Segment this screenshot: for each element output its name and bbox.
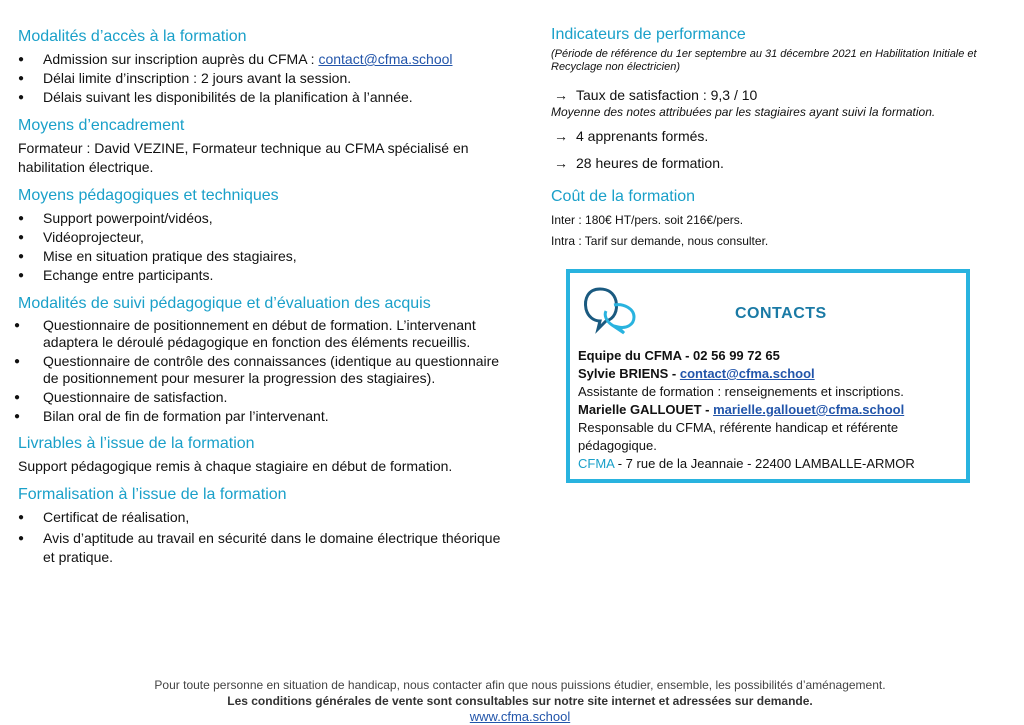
list-item: ● Questionnaire de contrôle des connaissances (identique au questionnaire de positionnement pour mesurer la progression des stagiaires). — [18, 353, 508, 387]
list-item: ● Mise en situation pratique des stagiaires, — [18, 247, 508, 266]
section-title: Moyens pédagogiques et techniques — [18, 187, 279, 204]
satisfaction-note: Moyenne des notes attribuées par les stagiaires ayant suivi la formation. — [551, 105, 936, 119]
contact-line: CFMA - 7 rue de la Jeannaie - 22400 LAMBALLE-ARMOR — [578, 456, 915, 471]
footer-handicap: Pour toute personne en situation de handicap, nous contacter afin que nous puissions étudier, ensemble, les possibilités d’aménagement. — [154, 678, 886, 692]
list-item: ● Admission sur inscription auprès du CFMA : contact@cfma.school — [18, 50, 508, 69]
contact-line: Sylvie BRIENS - contact@cfma.school — [578, 366, 815, 381]
section-title: Livrables à l’issue de la formation — [18, 435, 255, 452]
livrables-text: Support pédagogique remis à chaque stagiaire en début de formation. — [18, 458, 453, 474]
section-title: Modalités d’accès à la formation — [18, 28, 247, 45]
list-item: ● Délai limite d’inscription : 2 jours avant la session. — [18, 69, 508, 88]
section-formalisation — [18, 485, 508, 567]
indicateurs-period: (Période de référence du 1er septembre au 31 décembre 2021 en Habilitation Initiale et Recyclage non électricien) — [551, 48, 977, 73]
section-title: Indicateurs de performance — [551, 26, 746, 43]
list-item: ● Délais suivant les disponibilités de la planification à l’année. — [18, 88, 508, 107]
contacts-box — [566, 269, 970, 483]
list-item: ● Avis d’aptitude au travail en sécurité dans le domaine électrique théorique et pratique. — [18, 529, 508, 567]
section-title: Modalités de suivi pédagogique et d’évaluation des acquis — [18, 295, 431, 312]
section-title: Coût de la formation — [551, 188, 696, 205]
satisfaction-item: → Taux de satisfaction : 9,3 / 10 — [551, 86, 1021, 105]
section-title: Formalisation à l’issue de la formation — [18, 486, 287, 503]
section-indicateurs — [551, 25, 1021, 173]
footer-cgv: Les conditions générales de vente sont consultables sur notre site internet et adressées sur demande. — [227, 694, 813, 708]
right-column — [551, 25, 1021, 261]
contact-line: Assistante de formation : renseignements et inscriptions. — [578, 384, 904, 399]
list-item: ● Certificat de réalisation, — [18, 508, 508, 527]
arrow-icon: → — [554, 155, 568, 171]
list-item: ● Bilan oral de fin de formation par l’intervenant. — [18, 408, 508, 425]
heures-item: → 28 heures de formation. — [551, 154, 1021, 173]
list-item: ● Support powerpoint/vidéos, — [18, 209, 508, 228]
list-item: ● Questionnaire de positionnement en début de formation. L’intervenant adaptera le déroulé pédagogique en fonction des éléments recueillis. — [18, 317, 508, 351]
left-column — [18, 27, 508, 576]
marielle-email-link[interactable]: marielle.gallouet@cfma.school — [713, 402, 905, 417]
contact-line: Responsable du CFMA, référente handicap et référente pédagogique. — [578, 420, 899, 453]
apprenants-item: → 4 apprenants formés. — [551, 127, 1021, 146]
section-pedagogie — [18, 186, 508, 285]
website-link[interactable]: www.cfma.school — [469, 709, 571, 724]
chat-bubbles-icon — [580, 285, 640, 335]
section-title: Moyens d’encadrement — [18, 117, 185, 134]
contact-line: Marielle GALLOUET - marielle.gallouet@cfma.school — [578, 402, 905, 417]
contacts-body — [578, 347, 968, 473]
section-acces — [18, 27, 508, 107]
list-item: ● Echange entre participants. — [18, 266, 508, 285]
contacts-title: CONTACTS — [735, 305, 827, 322]
section-encadrement — [18, 116, 508, 177]
list-item: ● Questionnaire de satisfaction. — [18, 389, 508, 406]
section-suivi — [18, 294, 508, 425]
cout-inter: Inter : 180€ HT/pers. soit 216€/pers. — [551, 213, 744, 227]
list-item: ● Vidéoprojecteur, — [18, 228, 508, 247]
contact-line: Equipe du CFMA - 02 56 99 72 65 — [578, 348, 780, 363]
section-livrables — [18, 434, 508, 476]
encadrement-text: Formateur : David VEZINE, Formateur technique au CFMA spécialisé en habilitation électrique. — [18, 140, 469, 175]
arrow-icon: → — [554, 87, 568, 103]
arrow-icon: → — [554, 128, 568, 144]
footer — [0, 677, 1024, 725]
section-cout — [551, 187, 1021, 252]
cout-intra: Intra : Tarif sur demande, nous consulter. — [551, 234, 769, 248]
sylvie-email-link[interactable]: contact@cfma.school — [679, 366, 815, 381]
contact-email-link[interactable]: contact@cfma.school — [318, 51, 453, 67]
